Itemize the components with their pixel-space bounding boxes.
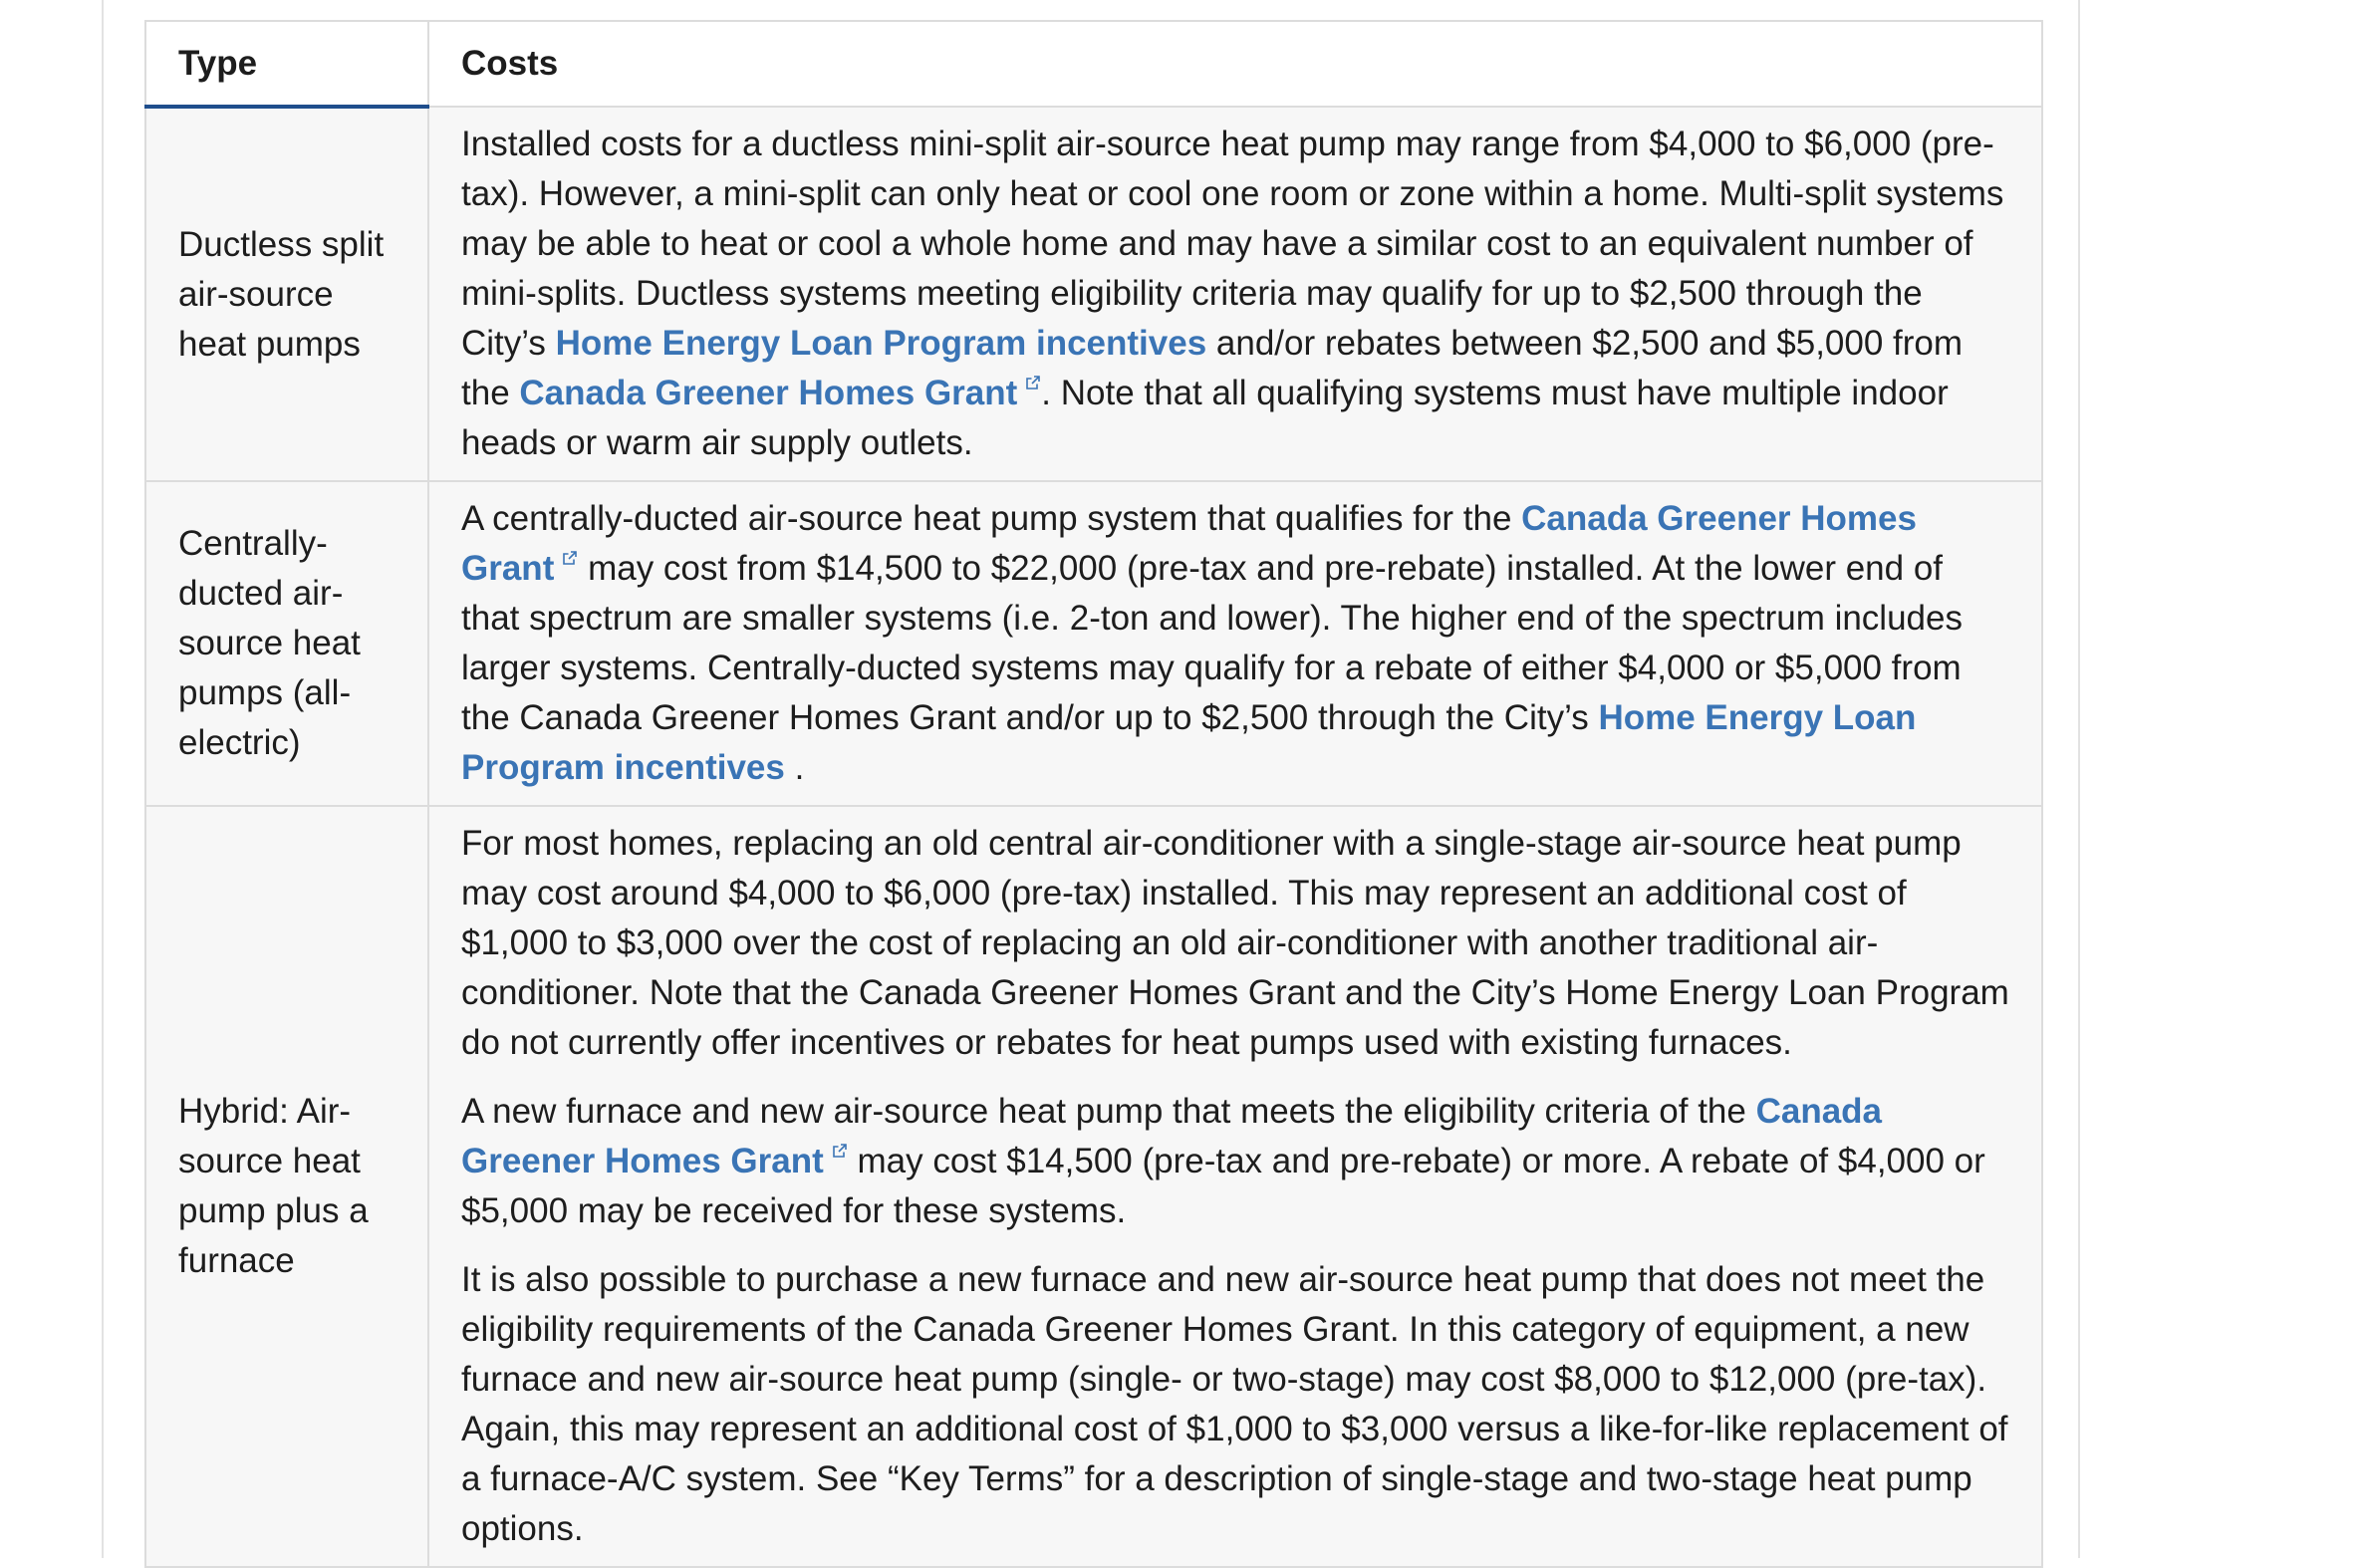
costs-cell: [428, 107, 2042, 481]
external-link-icon: [1025, 375, 1041, 391]
costs-paragraph: [461, 120, 2009, 468]
heat-pump-costs-table: [144, 20, 2043, 1568]
column-header-type[interactable]: Type: [145, 21, 428, 107]
costs-text: may cost $14,500 (pre-tax and pre-rebate) or more. A rebate of $4,000 or $5,000 may be received for these systems.: [461, 1142, 1985, 1230]
type-cell: Centrally-ducted air-source heat pumps (all-electric): [145, 481, 428, 806]
external-link-icon: [832, 1143, 848, 1159]
link-label: Canada Greener Homes Grant: [519, 374, 1018, 412]
table-body: [145, 107, 2042, 1567]
costs-cell: [428, 806, 2042, 1567]
costs-text: For most homes, replacing an old central air-conditioner with a single-stage air-source heat pump may cost around $4,000 to $6,000 (pre-tax) installed. This may represent an additional cost of $1,000 to $3,000 over the cost of replacing an old air-conditioner with another traditional air-conditioner. Note that the Canada Greener Homes Grant and the City’s Home Energy Loan Program do not currently offer incentives or rebates for heat pumps used with existing furnaces.: [461, 824, 2009, 1062]
costs-text: A new furnace and new air-source heat pump that meets the eligibility criteria of the: [461, 1092, 1756, 1131]
type-cell: Ductless split air-source heat pumps: [145, 107, 428, 481]
costs-paragraph: [461, 494, 2009, 793]
costs-paragraph: [461, 1087, 2009, 1236]
costs-text: .: [784, 748, 805, 787]
column-header-costs: Costs: [428, 21, 2042, 107]
link-label: Canada Greener Homes Grant: [461, 1092, 1883, 1180]
home-energy-loan-program-incentives-link[interactable]: [556, 324, 1207, 363]
link-label: Home Energy Loan Program incentives: [555, 324, 1207, 363]
link-label: Home Energy Loan Program incentives: [461, 698, 1917, 787]
heat-pump-costs-table-wrapper: [144, 20, 2041, 1568]
link-label: Canada Greener Homes Grant: [461, 499, 1917, 588]
costs-text: and/or rebates between $2,500 and $5,000 from the: [461, 324, 1964, 412]
table-header: [145, 21, 2042, 107]
costs-text: A centrally-ducted air-source heat pump system that qualifies for the: [461, 499, 1522, 538]
table-row: [145, 107, 2042, 481]
canada-greener-homes-grant-link[interactable]: [519, 374, 1041, 412]
costs-text: . Note that all qualifying systems must have multiple indoor heads or warm air supply outlets.: [461, 374, 1949, 462]
costs-paragraph: [461, 1255, 2009, 1554]
costs-cell: [428, 481, 2042, 806]
table-row: [145, 481, 2042, 806]
header-row: [145, 21, 2042, 107]
external-link-icon: [562, 550, 578, 566]
costs-text: may cost from $14,500 to $22,000 (pre-tax and pre-rebate) installed. At the lower end of that spectrum are smaller systems (i.e. 2-ton and lower). The higher end of the spectrum includes larger systems. Centrally-ducted systems may qualify for a rebate of either $4,000 or $5,000 from the Canada Greener Homes Grant and/or up to $2,500 through the City’s: [461, 549, 1963, 737]
type-cell: Hybrid: Air-source heat pump plus a furnace: [145, 806, 428, 1567]
table-row: [145, 806, 2042, 1567]
costs-text: Installed costs for a ductless mini-split air-source heat pump may range from $4,000 to $6,000 (pre-tax). However, a mini-split can only heat or cool one room or zone within a home. Multi-split systems may be able to heat or cool a whole home and may have a similar cost to an equivalent number of mini-splits. Ductless systems meeting eligibility criteria may qualify for up to $2,500 through the City’s: [461, 125, 2004, 363]
costs-paragraph: [461, 819, 2009, 1068]
costs-text: It is also possible to purchase a new furnace and new air-source heat pump that does not meet the eligibility requirements of the Canada Greener Homes Grant. In this category of equipment, a new furnace and new air-source heat pump (single- or two-stage) may cost $8,000 to $12,000 (pre-tax). Again, this may represent an additional cost of $1,000 to $3,000 versus a like-for-like replacement of a furnace-A/C system. See “Key Terms” for a description of single-stage and two-stage heat pump options.: [461, 1260, 2008, 1548]
